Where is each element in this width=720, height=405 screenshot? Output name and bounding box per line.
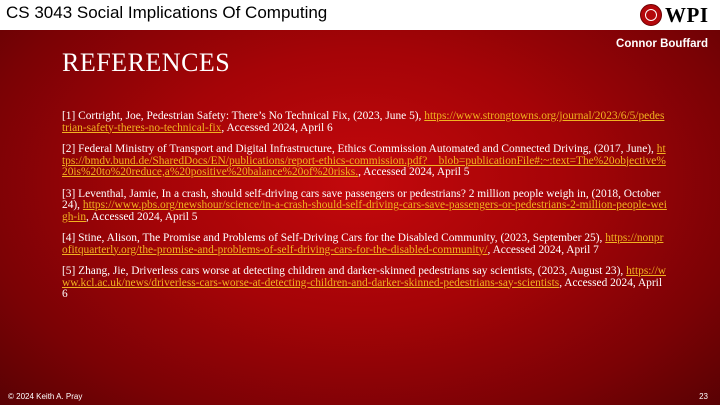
reference-text: [3] Leventhal, Jamie, In a crash, should self-driving cars save passengers or pedestrians? 2 million people weigh in, (2018, October 24), <box>62 187 661 211</box>
wpi-seal-icon <box>640 4 662 26</box>
reference-accessed: , Accessed 2024, April 7 <box>487 243 599 256</box>
reference-link[interactable]: https://www.strongtowns.org/journal/2023/6/5/pedestrian-safety-theres-no-technical-fix <box>62 110 665 134</box>
reference-link[interactable]: https://bmdv.bund.de/SharedDocs/EN/publications/report-ethics-commission.pdf?__blob=publicationFile#:~:text=The%20objective%20is%20to%20reduce,a%20positive%20balance%20of%20risks. <box>62 143 666 178</box>
reference-item <box>62 111 667 134</box>
page-number: 23 <box>699 392 708 401</box>
reference-item <box>62 233 667 256</box>
reference-item <box>62 266 667 301</box>
author-name: Connor Bouffard <box>616 38 708 50</box>
slide-title: REFERENCES <box>62 48 231 77</box>
course-title: CS 3043 Social Implications Of Computing <box>6 3 328 22</box>
copyright-footer: © 2024 Keith A. Pray <box>8 392 83 401</box>
reference-link[interactable]: https://www.kcl.ac.uk/news/driverless-cars-worse-at-detecting-children-and-darker-skinned-pedestrians-say-scientists <box>62 265 666 289</box>
reference-accessed: , Accessed 2024, April 5 <box>86 210 198 223</box>
reference-text: [2] Federal Ministry of Transport and Digital Infrastructure, Ethics Commission Automated and Connected Driving, (2017, June), <box>62 143 657 155</box>
references-list <box>62 111 667 311</box>
reference-accessed: , Accessed 2024, April 6 <box>62 276 663 300</box>
reference-link[interactable]: https://www.pbs.org/newshour/science/in-a-crash-should-self-driving-cars-save-passengers-or-pedestrians-2-million-people-weigh-in <box>62 199 667 223</box>
wpi-logo-text: WPI <box>665 2 709 27</box>
header-bar <box>0 0 720 30</box>
reference-text: [1] Cortright, Joe, Pedestrian Safety: There’s No Technical Fix, (2023, June 5), <box>62 110 425 122</box>
reference-item <box>62 144 667 179</box>
reference-text: [4] Stine, Alison, The Promise and Problems of Self-Driving Cars for the Disabled Community, (2023, September 25), <box>62 232 606 244</box>
reference-text: [5] Zhang, Jie, Driverless cars worse at detecting children and darker-skinned pedestrians say scientists, (2023, August 23), <box>62 265 627 277</box>
reference-item <box>62 189 667 224</box>
reference-link[interactable]: https://nonprofitquarterly.org/the-promise-and-problems-of-self-driving-cars-for-the-disabled-community/ <box>62 232 664 256</box>
reference-accessed: , Accessed 2024, April 5 <box>358 166 470 178</box>
reference-accessed: , Accessed 2024, April 6 <box>221 121 333 134</box>
wpi-logo <box>640 2 709 28</box>
